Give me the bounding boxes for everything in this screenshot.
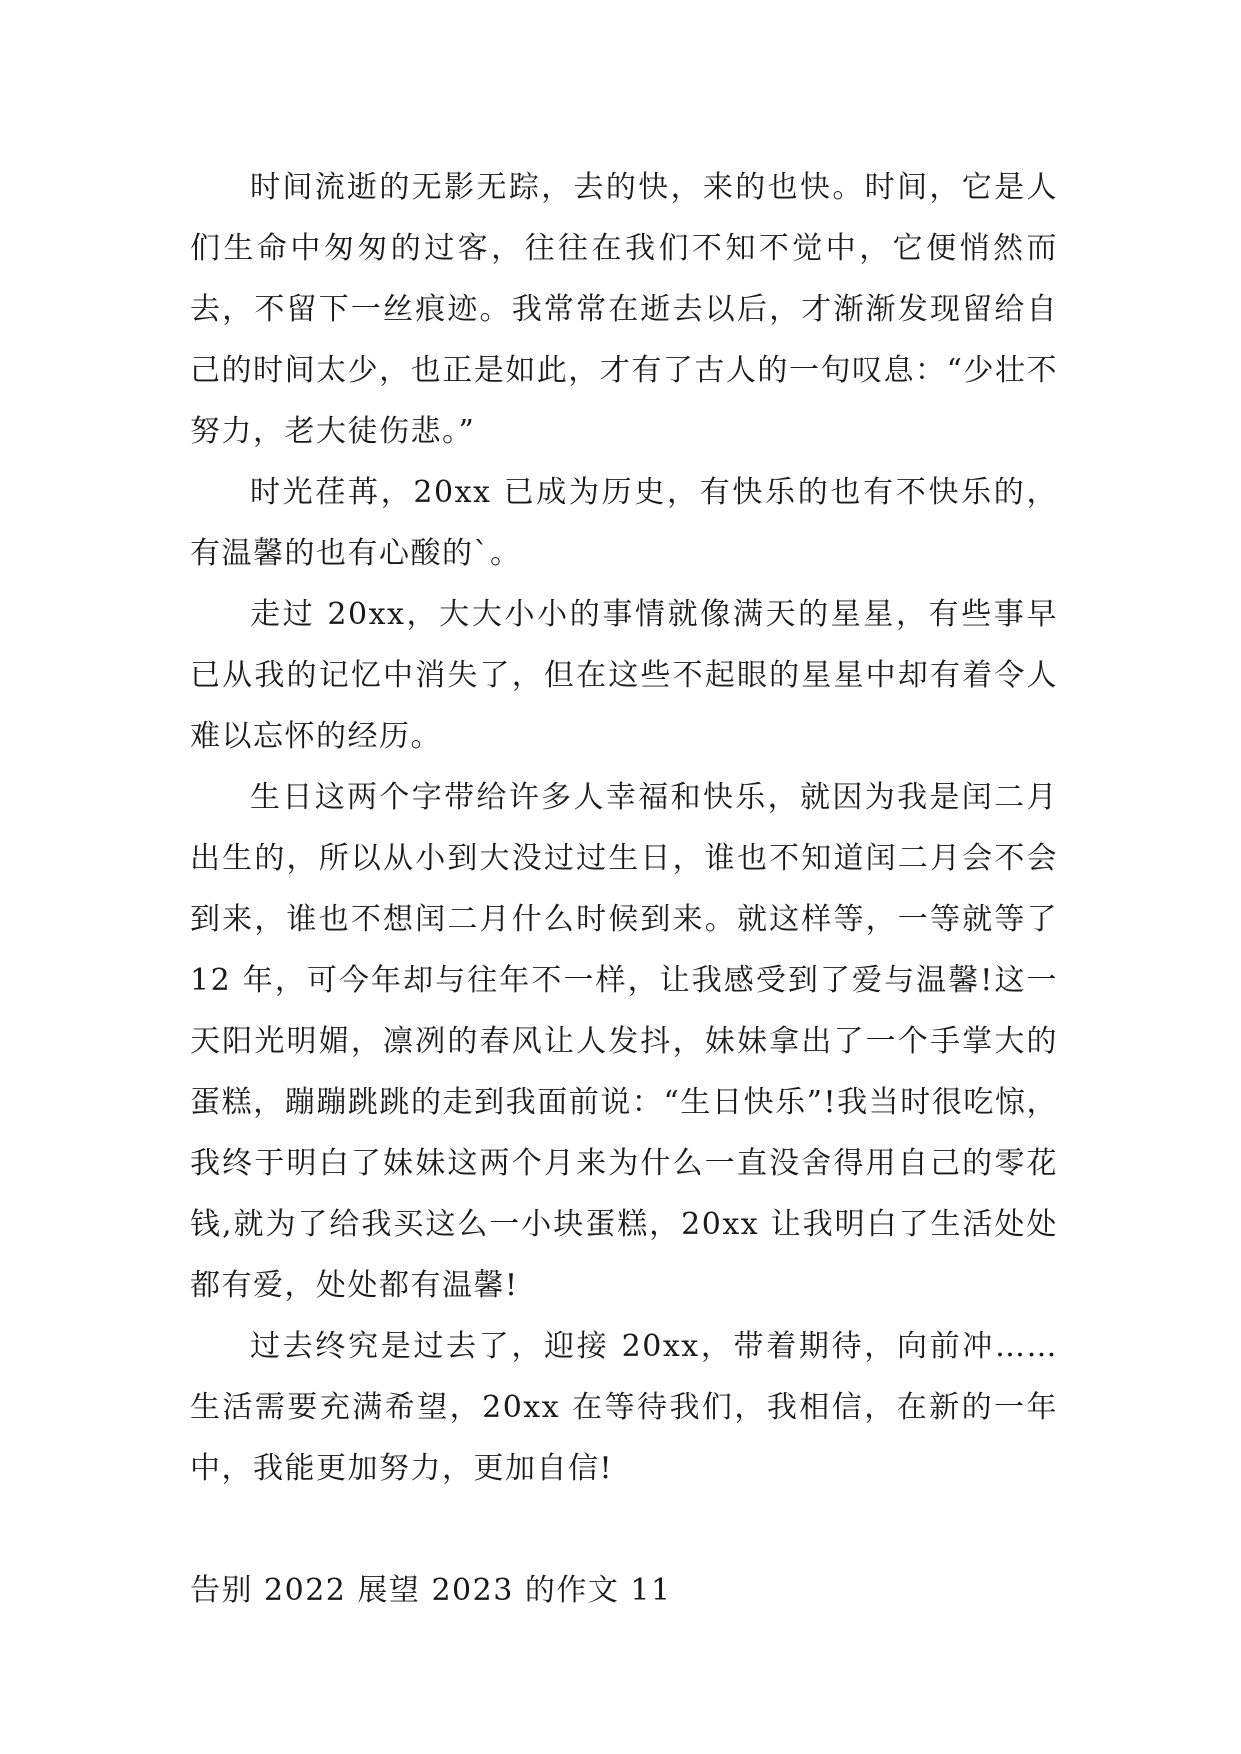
paragraph-future: 过去终究是过去了，迎接 20xx，带着期待，向前冲……生活需要充满希望，20xx 在等待我们，我相信，在新的一年中，我能更加努力，更加自信! bbox=[190, 1329, 1058, 1486]
paragraph-birthday: 生日这两个字带给许多人幸福和快乐，就因为我是闰二月出生的，所以从小到大没过过生日，谁也不知道闰二月会不会到来，谁也不想闰二月什么时候到来。就这样等，一等就等了 12 年，可今年却与往年不一样，让我感受到了爱与温馨!这一天阳光明媚，凛冽的春风让人发抖，妹妹拿出了一个手掌大的蛋糕，蹦蹦跳跳的走到我面前说：“生日快乐”!我当时很吃惊，我终于明白了妹妹这两个月来为什么一直没舍得用自己的零花钱,就为了给我买这么一小块蛋糕，20xx 让我明白了生活处处都有爱，处处都有温馨! bbox=[190, 780, 1070, 1303]
paragraph-history: 时光荏苒，20xx 已成为历史，有快乐的也有不快乐的，有温馨的也有心酸的`。 bbox=[190, 475, 1058, 571]
paragraph-stars: 走过 20xx，大大小小的事情就像满天的星星，有些事早已从我的记忆中消失了，但在这些不起眼的星星中却有着令人难以忘怀的经历。 bbox=[190, 597, 1058, 754]
document-body bbox=[190, 157, 1070, 1621]
essay-heading: 告别 2022 展望 2023 的作文 11 bbox=[190, 1573, 672, 1608]
paragraph-time-passing: 时间流逝的无影无踪，去的快，来的也快。时间，它是人们生命中匆匆的过客，往往在我们不知不觉中，它便悄然而去，不留下一丝痕迹。我常常在逝去以后，才渐渐发现留给自己的时间太少，也正是如此，才有了古人的一句叹息：“少壮不努力，老大徒伤悲。” bbox=[190, 170, 1058, 449]
